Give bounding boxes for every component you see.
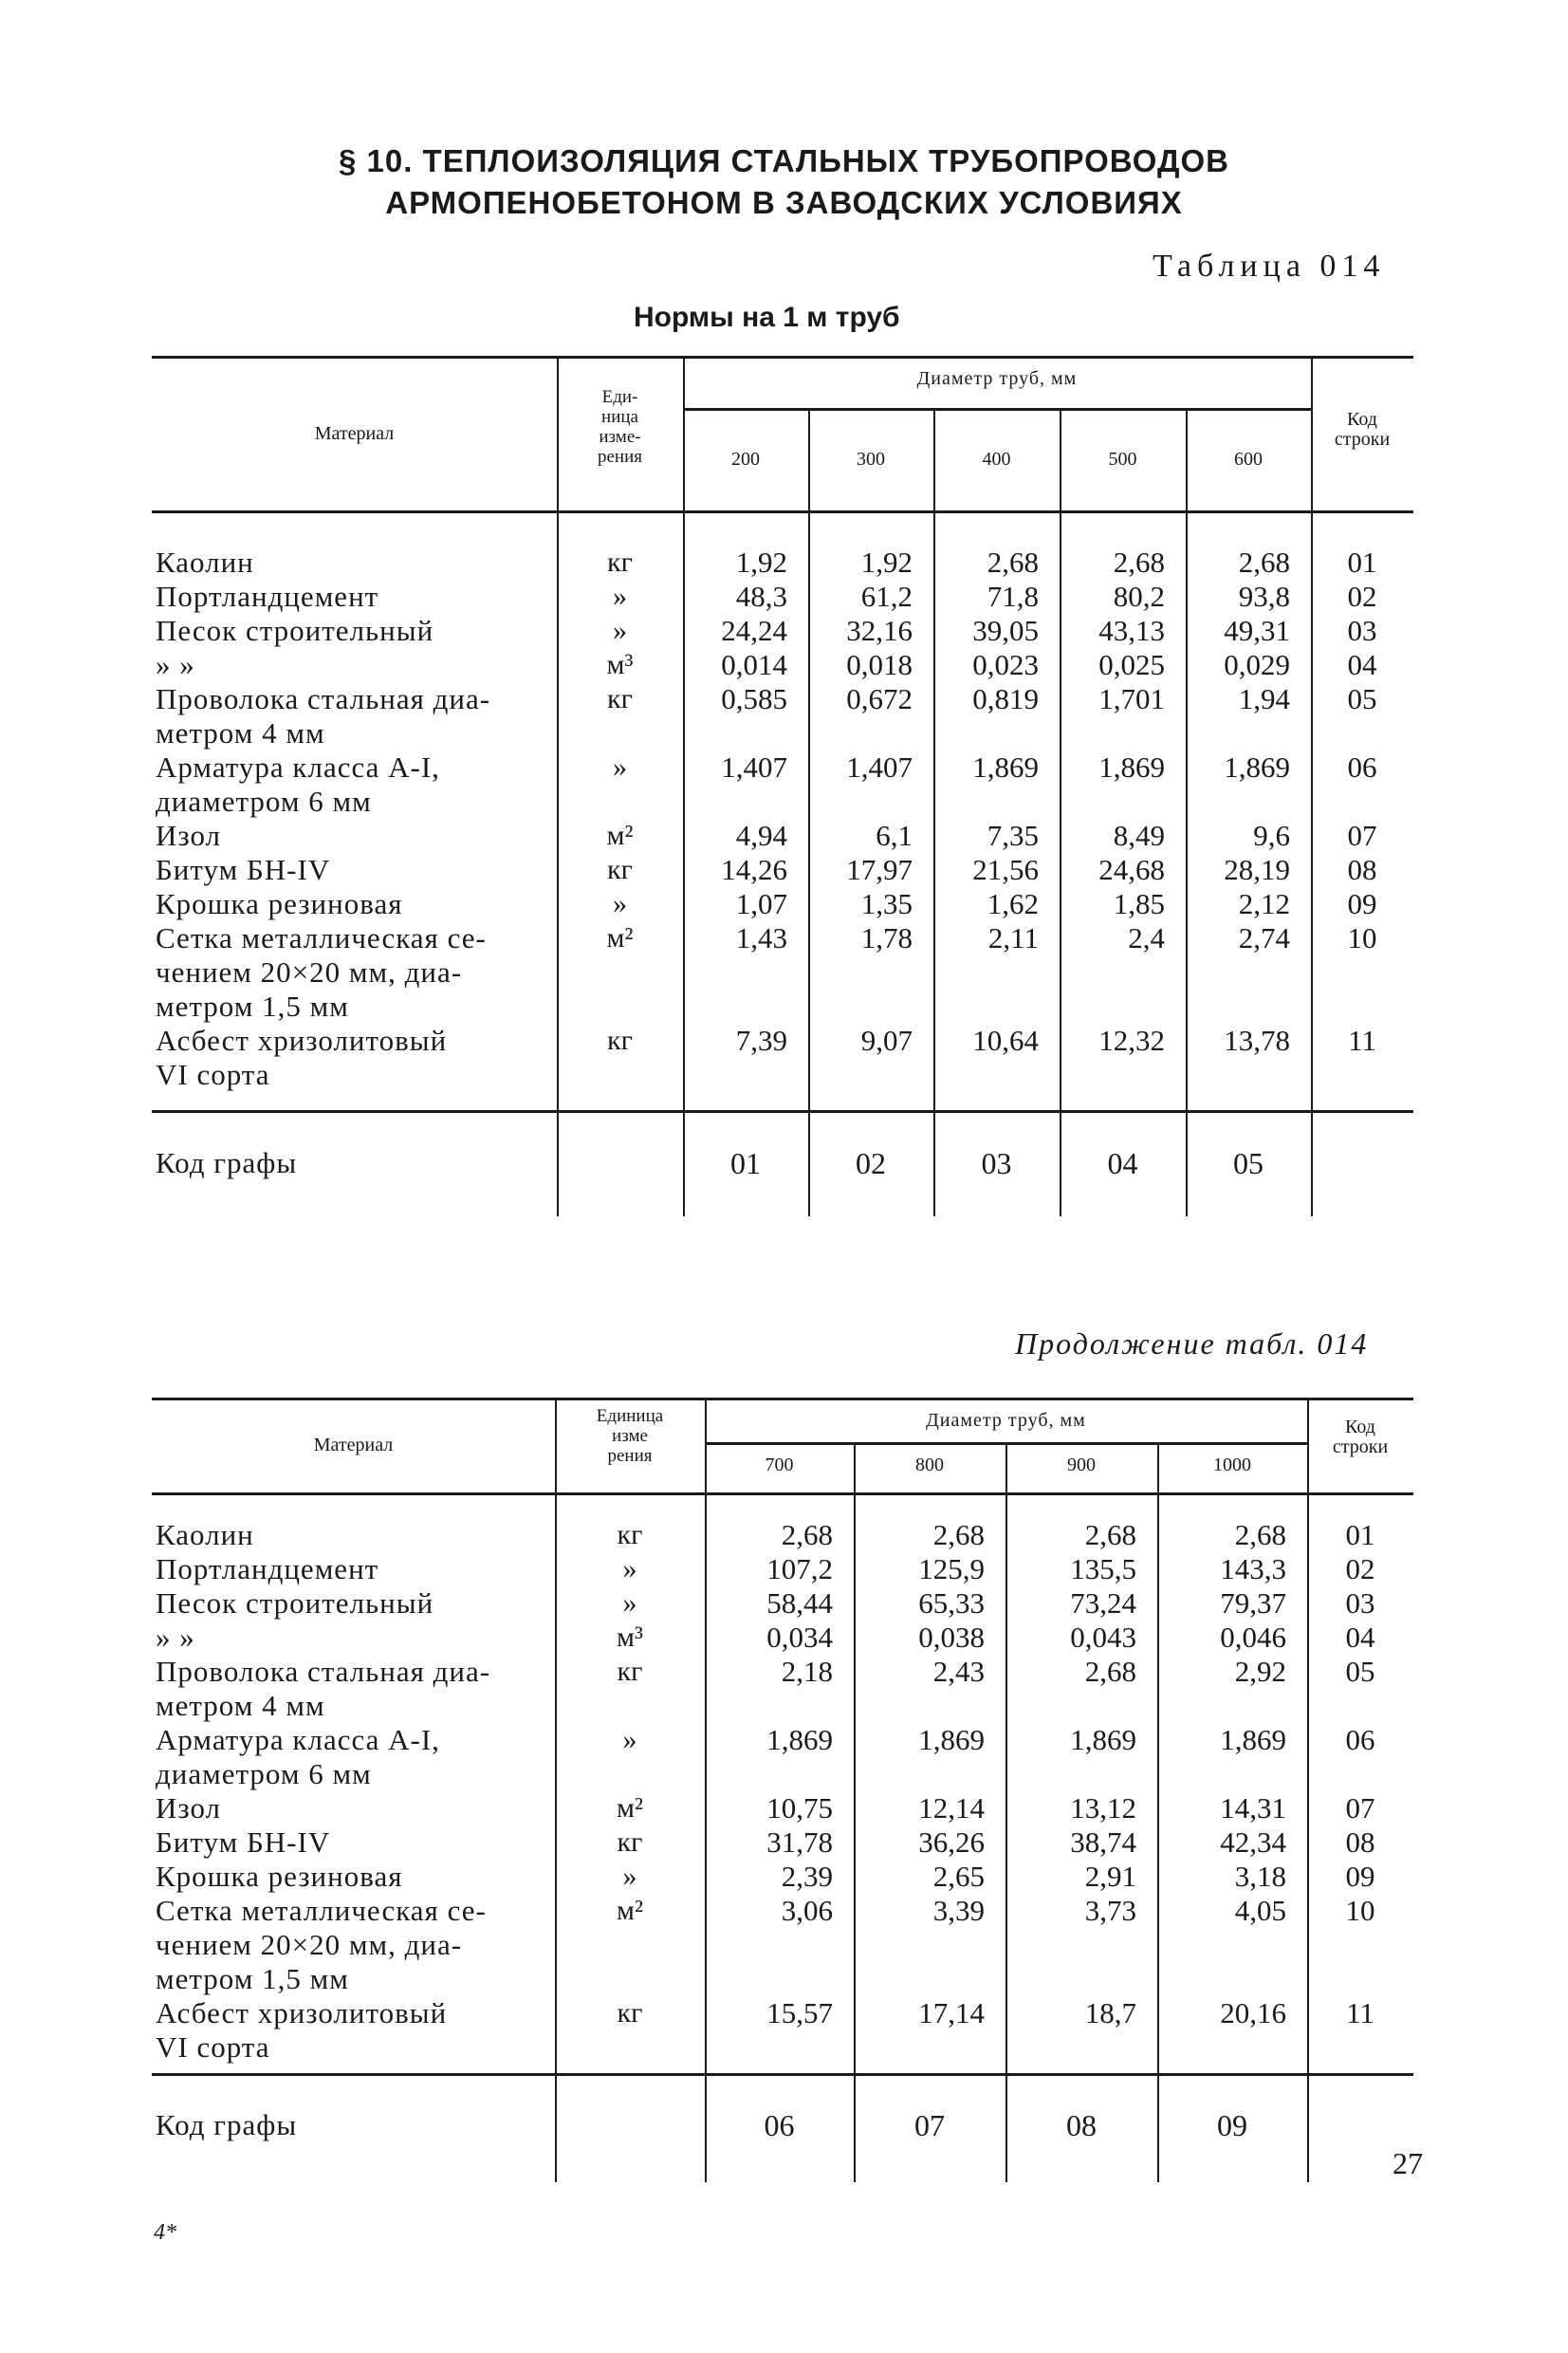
value-cell: 3,18: [1234, 1860, 1286, 1893]
unit-cell: »: [622, 1553, 637, 1584]
value-cell: 2,12: [1238, 887, 1290, 920]
code-column-rule: [1311, 356, 1313, 1216]
unit-column-rule: [557, 356, 559, 1216]
row-code-cell: 06: [1347, 750, 1377, 784]
value-cell: 17,14: [918, 1996, 985, 2029]
value-cell: 71,8: [987, 580, 1039, 613]
value-cell: 24,68: [1098, 853, 1165, 886]
value-cell: 0,034: [766, 1621, 833, 1654]
column-code-cell: 02: [856, 1146, 886, 1180]
value-cell: 2,68: [1084, 1655, 1136, 1688]
unit-header-line: Единица: [596, 1406, 664, 1426]
unit-column-rule: [705, 1398, 707, 2182]
row-code-header-line: строки: [1332, 1436, 1389, 1457]
material-name: [156, 819, 221, 853]
value-cell: 2,92: [1234, 1655, 1286, 1688]
row-code-header-line: Код: [1345, 1417, 1375, 1437]
diameter-header: Диаметр труб, мм: [926, 1410, 1086, 1431]
value-cell: 0,043: [1070, 1621, 1136, 1654]
value-cell: 9,07: [860, 1024, 913, 1057]
diameter-header: Диаметр труб, мм: [916, 368, 1078, 389]
diameter-column-rule: [933, 408, 935, 1216]
material-name-line: VI сорта: [156, 2030, 270, 2064]
value-cell: 20,16: [1220, 1996, 1286, 2029]
value-cell: 0,018: [846, 648, 913, 681]
column-code-cell: 09: [1217, 2108, 1247, 2142]
value-cell: 28,19: [1224, 853, 1290, 886]
value-cell: 14,31: [1220, 1791, 1286, 1825]
row-code-cell: 02: [1345, 1552, 1375, 1585]
material-name: [156, 614, 434, 648]
material-name-line: диаметром 6 мм: [156, 1757, 372, 1790]
value-cell: 32,16: [846, 614, 913, 647]
material-name-line: чением 20×20 мм, диа-: [156, 1928, 463, 1961]
material-name: [156, 648, 195, 682]
value-cell: 14,26: [721, 853, 787, 886]
unit-cell: кг: [617, 1519, 643, 1550]
material-name: [156, 1996, 447, 2065]
value-cell: 2,68: [781, 1518, 833, 1551]
value-cell: 1,869: [1224, 750, 1290, 784]
value-cell: 1,869: [1220, 1723, 1286, 1756]
row-code-cell: 10: [1347, 921, 1377, 954]
value-cell: 2,65: [932, 1860, 985, 1893]
material-name-line: чением 20×20 мм, диа-: [156, 955, 463, 989]
value-cell: 2,68: [987, 546, 1039, 579]
continuation-label: Продолжение табл. 014: [1015, 1326, 1369, 1361]
material-name-line: Каолин: [156, 546, 254, 579]
material-name: [156, 1621, 195, 1655]
value-cell: 4,05: [1234, 1894, 1286, 1927]
material-name: [156, 1791, 221, 1825]
material-name-line: Асбест хризолитовый: [156, 1996, 448, 2029]
value-cell: 7,35: [987, 819, 1039, 852]
unit-cell: м²: [617, 1792, 643, 1824]
code-column-rule: [1307, 1398, 1309, 2182]
column-code-cell: 07: [914, 2108, 945, 2142]
material-name-line: Портландцемент: [156, 1552, 379, 1585]
material-name: [156, 921, 487, 1024]
value-cell: 43,13: [1098, 614, 1165, 647]
header-top-rule: [152, 356, 1413, 359]
row-code-cell: 07: [1347, 819, 1377, 852]
column-code-label: Код графы: [156, 2108, 298, 2141]
material-name: [156, 1723, 440, 1791]
unit-header-line: ница: [601, 407, 638, 427]
unit-cell: »: [622, 1587, 637, 1619]
value-cell: 0,819: [972, 682, 1039, 715]
material-name-line: диаметром 6 мм: [156, 785, 372, 818]
value-cell: 0,038: [918, 1621, 985, 1654]
material-name-line: Арматура класса А-I,: [156, 1723, 440, 1756]
table-subtitle: Нормы на 1 м труб: [634, 302, 900, 333]
unit-cell: м³: [606, 649, 634, 680]
diameter-600-header: 600: [1234, 449, 1263, 470]
value-cell: 79,37: [1220, 1586, 1286, 1620]
value-cell: 9,6: [1253, 819, 1290, 852]
value-cell: 15,57: [766, 1996, 833, 2029]
unit-column-rule: [555, 1398, 557, 2182]
value-cell: 13,78: [1224, 1024, 1290, 1057]
unit-column-rule: [683, 356, 685, 1216]
row-code-cell: 01: [1345, 1518, 1375, 1551]
diameter-column-rule: [1060, 408, 1061, 1216]
row-code-cell: 05: [1347, 682, 1377, 715]
value-cell: 49,31: [1224, 614, 1290, 647]
row-code-cell: 03: [1345, 1586, 1375, 1620]
value-cell: 2,68: [1113, 546, 1165, 579]
row-code-header: [1311, 410, 1413, 450]
material-name-line: Портландцемент: [156, 580, 379, 613]
value-cell: 1,94: [1238, 682, 1290, 715]
value-cell: 1,407: [721, 750, 787, 784]
material-name: [156, 1518, 254, 1552]
value-cell: 18,7: [1084, 1996, 1136, 2029]
material-name-line: Крошка резиновая: [156, 887, 403, 920]
unit-header: [555, 1406, 705, 1466]
value-cell: 73,24: [1070, 1586, 1136, 1620]
value-cell: 2,68: [1238, 546, 1290, 579]
unit-header-line: изме: [612, 1426, 648, 1446]
value-cell: 2,4: [1128, 921, 1165, 954]
value-cell: 36,26: [918, 1825, 985, 1859]
value-cell: 65,33: [918, 1586, 985, 1620]
value-cell: 39,05: [972, 614, 1039, 647]
value-cell: 1,92: [860, 546, 913, 579]
value-cell: 1,35: [860, 887, 913, 920]
row-code-cell: 11: [1346, 1996, 1374, 2029]
material-name: [156, 1655, 490, 1723]
material-name: [156, 750, 440, 819]
column-code-cell: 03: [981, 1146, 1012, 1180]
value-cell: 13,12: [1070, 1791, 1136, 1825]
value-cell: 3,39: [932, 1894, 985, 1927]
material-name: [156, 1825, 330, 1860]
unit-cell: »: [622, 1724, 637, 1755]
material-name: [156, 1894, 487, 1996]
table-label: Таблица 014: [1153, 249, 1386, 284]
diameter-900-header: 900: [1067, 1454, 1096, 1475]
diameter-subheader-rule: [683, 408, 1311, 411]
row-code-cell: 07: [1345, 1791, 1375, 1825]
value-cell: 12,32: [1098, 1024, 1165, 1057]
row-code-cell: 01: [1347, 546, 1377, 579]
value-cell: 1,92: [735, 546, 787, 579]
unit-cell: м²: [606, 922, 634, 954]
unit-cell: »: [613, 615, 627, 646]
row-code-cell: 04: [1347, 648, 1377, 681]
diameter-500-header: 500: [1108, 449, 1137, 470]
material-name-line: Сетка металлическая се-: [156, 921, 487, 954]
value-cell: 107,2: [766, 1552, 833, 1585]
diameter-800-header: 800: [915, 1454, 944, 1475]
row-code-cell: 11: [1348, 1024, 1376, 1057]
row-code-cell: 09: [1347, 887, 1377, 920]
material-name: [156, 1024, 447, 1092]
unit-cell: кг: [607, 547, 633, 578]
material-name-line: Проволока стальная диа-: [156, 1655, 491, 1688]
material-name-line: VI сорта: [156, 1058, 270, 1091]
value-cell: 0,023: [972, 648, 1039, 681]
unit-cell: кг: [607, 683, 633, 714]
material-name-line: Проволока стальная диа-: [156, 682, 491, 715]
material-name-line: Асбест хризолитовый: [156, 1024, 448, 1057]
value-cell: 17,97: [846, 853, 913, 886]
page-number: 27: [1393, 2146, 1423, 2180]
material-name: [156, 887, 402, 921]
material-name-line: Арматура класса А-I,: [156, 750, 440, 784]
unit-cell: м³: [617, 1621, 643, 1653]
material-name-line: метром 1,5 мм: [156, 1962, 349, 1995]
material-name: [156, 1552, 378, 1586]
material-name-line: Сетка металлическая се-: [156, 1894, 487, 1927]
row-code-cell: 06: [1345, 1723, 1375, 1756]
value-cell: 21,56: [972, 853, 1039, 886]
value-cell: 1,85: [1113, 887, 1165, 920]
material-name-line: метром 4 мм: [156, 1689, 325, 1722]
unit-header-line: рения: [607, 1446, 653, 1466]
diameter-400-header: 400: [982, 449, 1011, 470]
material-name-line: Песок строительный: [156, 614, 434, 647]
value-cell: 93,8: [1238, 580, 1290, 613]
material-header: Материал: [314, 422, 395, 444]
material-name-line: Крошка резиновая: [156, 1860, 403, 1893]
body-bottom-rule: [152, 1110, 1413, 1113]
material-name: [156, 1860, 402, 1894]
value-cell: 143,3: [1220, 1552, 1286, 1585]
diameter-700-header: 700: [765, 1454, 794, 1475]
row-code-cell: 05: [1345, 1655, 1375, 1688]
header-top-rule: [152, 1398, 1413, 1400]
material-name-line: метром 1,5 мм: [156, 990, 349, 1023]
value-cell: 1,407: [846, 750, 913, 784]
unit-header: [557, 387, 683, 467]
row-code-cell: 08: [1347, 853, 1377, 886]
material-name-line: метром 4 мм: [156, 716, 325, 750]
value-cell: 3,73: [1084, 1894, 1136, 1927]
diameter-column-rule: [1186, 408, 1188, 1216]
material-name: [156, 853, 330, 887]
value-cell: 1,43: [735, 921, 787, 954]
value-cell: 8,49: [1113, 819, 1165, 852]
value-cell: 42,34: [1220, 1825, 1286, 1859]
value-cell: 2,18: [781, 1655, 833, 1688]
value-cell: 2,68: [932, 1518, 985, 1551]
unit-cell: кг: [617, 1826, 643, 1858]
value-cell: 1,869: [918, 1723, 985, 1756]
value-cell: 38,74: [1070, 1825, 1136, 1859]
value-cell: 12,14: [918, 1791, 985, 1825]
value-cell: 2,91: [1084, 1860, 1136, 1893]
column-code-cell: 04: [1107, 1146, 1138, 1180]
material-header: Материал: [313, 1435, 394, 1455]
unit-cell: кг: [607, 1025, 633, 1056]
value-cell: 80,2: [1113, 580, 1165, 613]
row-code-cell: 04: [1345, 1621, 1375, 1654]
unit-cell: »: [613, 888, 627, 919]
material-name: [156, 546, 254, 580]
value-cell: 1,869: [1070, 1723, 1136, 1756]
diameter-1000-header: 1000: [1213, 1454, 1251, 1475]
section-title-line2: АРМОПЕНОБЕТОНОМ В ЗАВОДСКИХ УСЛОВИЯХ: [385, 185, 1183, 220]
value-cell: 1,62: [987, 887, 1039, 920]
value-cell: 10,64: [972, 1024, 1039, 1057]
row-code-header-line: строки: [1334, 429, 1391, 450]
column-code-cell: 01: [730, 1146, 761, 1180]
unit-cell: кг: [617, 1997, 643, 2029]
value-cell: 2,11: [987, 921, 1039, 954]
value-cell: 0,585: [721, 682, 787, 715]
value-cell: 1,78: [860, 921, 913, 954]
unit-header-line: рения: [597, 447, 642, 467]
value-cell: 4,94: [735, 819, 787, 852]
value-cell: 135,5: [1070, 1552, 1136, 1585]
material-name-line: Каолин: [156, 1518, 254, 1551]
body-bottom-rule: [152, 2073, 1413, 2076]
value-cell: 1,07: [735, 887, 787, 920]
value-cell: 2,74: [1238, 921, 1290, 954]
column-code-cell: 08: [1066, 2108, 1097, 2142]
value-cell: 1,701: [1098, 682, 1165, 715]
value-cell: 7,39: [735, 1024, 787, 1057]
value-cell: 0,014: [721, 648, 787, 681]
diameter-column-rule: [808, 408, 810, 1216]
unit-header-line: изме-: [599, 427, 641, 447]
unit-cell: кг: [607, 854, 633, 885]
value-cell: 24,24: [721, 614, 787, 647]
diameter-300-header: 300: [857, 449, 885, 470]
value-cell: 58,44: [766, 1586, 833, 1620]
unit-cell: м²: [617, 1895, 643, 1926]
row-code-cell: 08: [1345, 1825, 1375, 1859]
value-cell: 2,43: [932, 1655, 985, 1688]
signature-mark: 4*: [154, 2220, 176, 2245]
material-name: [156, 682, 490, 750]
value-cell: 0,025: [1098, 648, 1165, 681]
value-cell: 0,046: [1220, 1621, 1286, 1654]
column-code-cell: 05: [1233, 1146, 1264, 1180]
material-name-line: » »: [156, 1621, 195, 1654]
value-cell: 125,9: [918, 1552, 985, 1585]
diameter-200-header: 200: [731, 449, 760, 470]
material-name-line: Изол: [156, 819, 222, 852]
row-code-header-line: Код: [1347, 409, 1377, 430]
value-cell: 3,06: [781, 1894, 833, 1927]
value-cell: 10,75: [766, 1791, 833, 1825]
material-name-line: » »: [156, 648, 195, 681]
row-code-cell: 09: [1345, 1860, 1375, 1893]
value-cell: 2,68: [1234, 1518, 1286, 1551]
material-name: [156, 580, 378, 614]
unit-cell: м²: [606, 820, 634, 851]
row-code-cell: 10: [1345, 1894, 1375, 1927]
value-cell: 31,78: [766, 1825, 833, 1859]
material-name-line: Битум БН-IV: [156, 853, 331, 886]
row-code-header: [1307, 1417, 1413, 1457]
material-name-line: Битум БН-IV: [156, 1825, 331, 1859]
row-code-cell: 03: [1347, 614, 1377, 647]
row-code-cell: 02: [1347, 580, 1377, 613]
unit-header-line: Еди-: [601, 387, 638, 407]
header-bottom-rule: [152, 1492, 1413, 1495]
column-code-cell: 06: [764, 2108, 795, 2142]
header-bottom-rule: [152, 510, 1413, 513]
value-cell: 0,672: [846, 682, 913, 715]
value-cell: 2,68: [1084, 1518, 1136, 1551]
value-cell: 1,869: [1098, 750, 1165, 784]
unit-cell: кг: [617, 1656, 643, 1687]
section-title-line1: § 10. ТЕПЛОИЗОЛЯЦИЯ СТАЛЬНЫХ ТРУБОПРОВОДОВ: [338, 143, 1230, 178]
value-cell: 61,2: [860, 580, 913, 613]
value-cell: 2,39: [781, 1860, 833, 1893]
material-name-line: Песок строительный: [156, 1586, 434, 1620]
value-cell: 1,869: [766, 1723, 833, 1756]
unit-cell: »: [613, 751, 627, 783]
column-code-label: Код графы: [156, 1146, 298, 1179]
value-cell: 1,869: [972, 750, 1039, 784]
material-name-line: Изол: [156, 1791, 222, 1825]
value-cell: 6,1: [876, 819, 913, 852]
unit-cell: »: [613, 581, 627, 612]
material-name: [156, 1586, 434, 1621]
unit-cell: »: [622, 1861, 637, 1892]
value-cell: 0,029: [1224, 648, 1290, 681]
value-cell: 48,3: [735, 580, 787, 613]
